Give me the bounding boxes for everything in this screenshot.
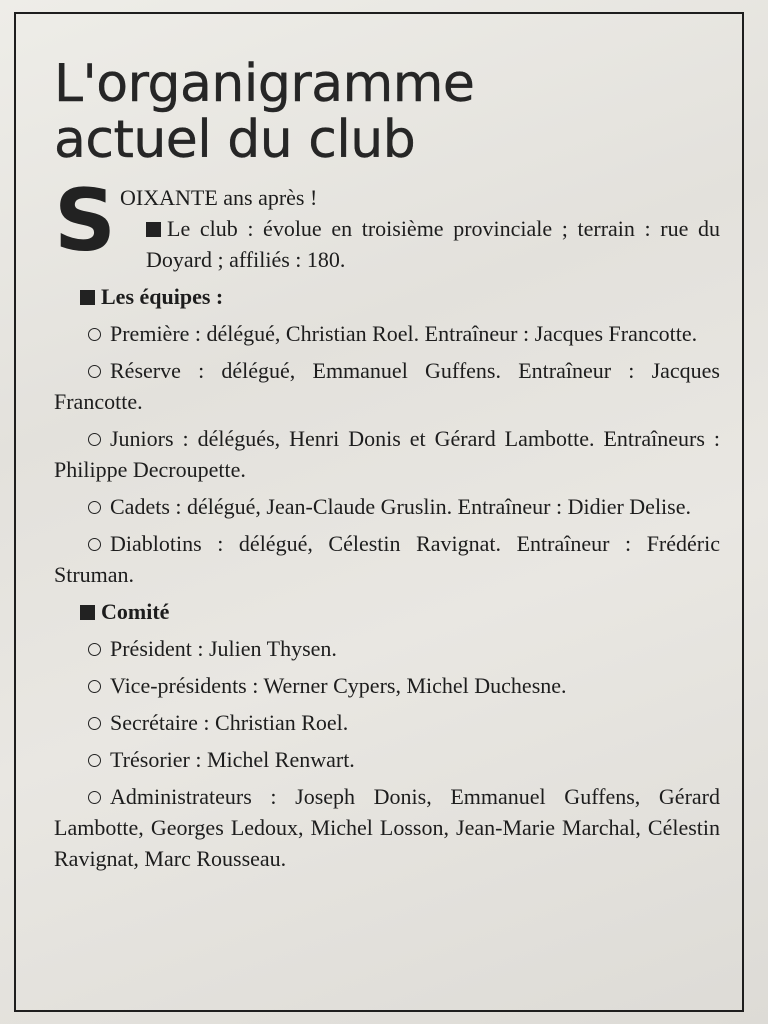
club-info — [54, 213, 720, 275]
committee-list — [54, 633, 720, 874]
circle-bullet-icon — [88, 501, 101, 514]
circle-bullet-icon — [88, 433, 101, 446]
headline — [54, 56, 720, 168]
section-heading-comite: Comité — [54, 596, 720, 627]
list-item: Secrétaire : Christian Roel. — [54, 707, 720, 738]
drop-cap: S — [54, 171, 116, 271]
list-item: Réserve : délégué, Emmanuel Guffens. Entraîneur : Jacques Francotte. — [54, 358, 720, 414]
list-item: Président : Julien Thysen. — [54, 633, 720, 664]
square-bullet-icon — [80, 290, 95, 305]
square-bullet-icon — [80, 605, 95, 620]
list-item: Vice-présidents : Werner Cypers, Michel Duchesne. — [54, 670, 720, 701]
circle-bullet-icon — [88, 328, 101, 341]
article — [54, 56, 720, 874]
circle-bullet-icon — [88, 754, 101, 767]
square-bullet-icon — [146, 222, 161, 237]
list-item: Première : délégué, Christian Roel. Entraîneur : Jacques Francotte. — [54, 318, 720, 349]
circle-bullet-icon — [88, 791, 101, 804]
list-item: Diablotins : délégué, Célestin Ravignat. Entraîneur : Frédéric Struman. — [54, 531, 720, 587]
list-item: Administrateurs : Joseph Donis, Emmanuel Guffens, Gérard Lambotte, Georges Ledoux, Michel Losson, Jean-Marie Marchal, Célestin Ravignat, Marc Rousseau. — [54, 784, 720, 871]
headline-line-1: L'organigramme — [54, 54, 475, 114]
article-body — [54, 171, 720, 874]
teams-list — [54, 318, 720, 590]
headline-line-2: actuel du club — [54, 110, 416, 170]
circle-bullet-icon — [88, 680, 101, 693]
lead-paragraph — [54, 171, 720, 275]
list-item: Cadets : délégué, Jean-Claude Gruslin. Entraîneur : Didier Delise. — [54, 491, 720, 522]
circle-bullet-icon — [88, 538, 101, 551]
list-item: Trésorier : Michel Renwart. — [54, 744, 720, 775]
club-info-text: Le club : évolue en troisième provinciale ; terrain : rue du Doyard ; affiliés : 180. — [146, 216, 720, 272]
list-item: Juniors : délégués, Henri Donis et Gérard Lambotte. Entraîneurs : Philippe Decroupette. — [54, 426, 720, 482]
lead-first-line: OIXANTE ans après ! — [120, 185, 318, 210]
section-heading-equipes: Les équipes : — [54, 281, 720, 312]
circle-bullet-icon — [88, 717, 101, 730]
circle-bullet-icon — [88, 643, 101, 656]
circle-bullet-icon — [88, 365, 101, 378]
